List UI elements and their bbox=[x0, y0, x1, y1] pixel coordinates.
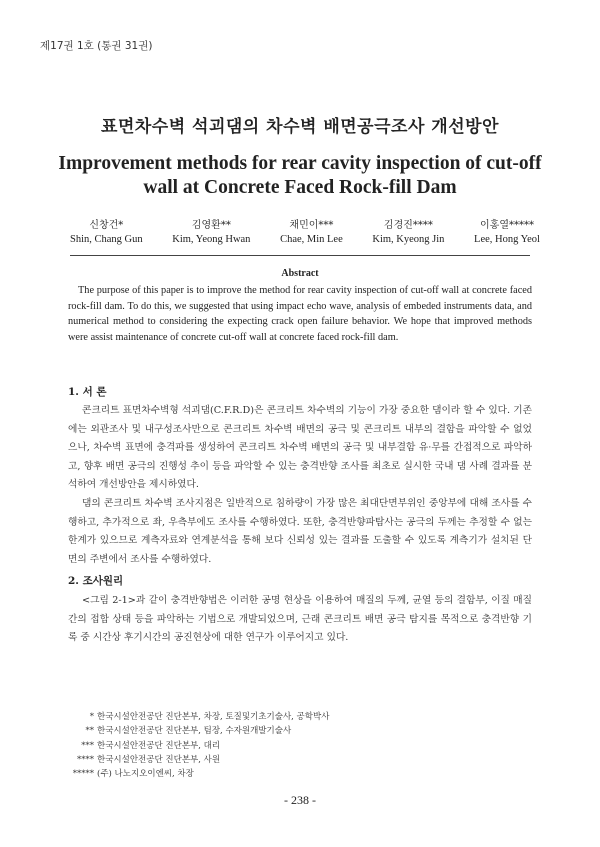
author-name-korean: 이홍열***** bbox=[480, 220, 534, 231]
footnote-text: 한국시설안전공단 진단본부, 차장, 토질및기초기술사, 공학박사 bbox=[97, 712, 330, 722]
author bbox=[70, 219, 143, 247]
abstract-text: The purpose of this paper is to improve the method for rear cavity inspection of cut-off wall at concrete faced rock-fill dam. To do this, we suggested that using impact echo wave, analysis of embeded instruments data, and numerical method to considering the expecting crack open failure behavior. We hope that improved methods were assist maintenance of concrete cut-off wall at concrete faced rock-fill dam. bbox=[68, 285, 532, 343]
page-number: - 238 - bbox=[284, 793, 316, 807]
author-name-english: Lee, Hong Yeol bbox=[474, 234, 540, 245]
author-name-english: Kim, Yeong Hwan bbox=[172, 234, 251, 245]
paragraph: <그림 2-1>과 같이 충격반향법은 이러한 공명 현상을 이용하여 매질의 두께, 균열 등의 결함부, 이질 매질간의 접합 상태 등을 파악하는 기법으로 개발되었으며, 근래 콘크리트 배면 공극 탐지를 목적으로 충격반향 기록 중 시간상 후기시간의 공진현상에 대한 연구가 이루어지고 있다. bbox=[68, 595, 532, 644]
korean-title: 표면차수벽 석괴댐의 차수벽 배면공극조사 개선방안 bbox=[101, 117, 499, 137]
paragraph: 댐의 콘크리트 차수벽 조사지점은 일반적으로 침하량이 가장 많은 최대단면부위인 중앙부에 대해 조사를 수행하고, 추가적으로 좌, 우측부에도 조사를 수행하였다. 또한, 충격반향파탐사는 공극의 두께는 추정할 수 없는 한계가 있으므로 계측자료와 연계분석을 통해 보다 신뢰성 있는 결과를 도출할 수 있도록 계측기가 설치된 단면의 주변에서 조사를 수행하였다. bbox=[68, 497, 532, 565]
english-title-line-2: wall at Concrete Faced Rock-fill Dam bbox=[143, 177, 457, 198]
author-name-english: Chae, Min Lee bbox=[280, 234, 343, 245]
english-title-line-1: Improvement methods for rear cavity inspection of cut-off bbox=[58, 153, 542, 174]
footnote-text: 한국시설안전공단 진단본부, 대리 bbox=[97, 740, 221, 751]
footnote-mark: * bbox=[89, 712, 94, 722]
author-name-korean: 채민이*** bbox=[289, 220, 334, 231]
footnote-text: 한국시설안전공단 진단본부, 사원 bbox=[97, 754, 221, 765]
footnote-mark: ** bbox=[85, 726, 94, 737]
footnote-mark: ***** bbox=[72, 769, 94, 780]
section-body-introduction bbox=[68, 402, 532, 569]
english-title bbox=[50, 152, 550, 200]
section-body-principle bbox=[68, 592, 532, 648]
author-name-korean: 김영환** bbox=[191, 220, 231, 231]
footnote bbox=[66, 710, 329, 724]
author bbox=[372, 219, 444, 247]
section-heading-principle: 2. 조사원리 bbox=[68, 575, 124, 587]
footnote bbox=[66, 739, 329, 753]
section-heading-introduction: 1. 서 론 bbox=[68, 386, 107, 398]
paragraph: 콘크리트 표면차수벽형 석괴댐(C.F.R.D)은 콘크리트 차수벽의 기능이 가장 중요한 댐이라 할 수 있다. 기존에는 외관조사 및 내구성조사만으로 콘크리트 차수벽 배면의 공극 및 콘크리트 내부의 결함을 파악할 수 없었으나, 차수벽 표면에 충격파를 생성하여 콘크리트 차수벽 배면의 공극 및 내부결함 유·무를 간접적으로 파악하고, 향후 배면 공극의 진행성 추이 등을 파악할 수 있는 충격반향 조사를 최초로 실시한 국내 댐 사례 결과를 분석하여 개선방안을 제시하였다. bbox=[68, 405, 532, 491]
footnote bbox=[66, 753, 329, 767]
footnotes bbox=[66, 710, 329, 781]
abstract-heading: Abstract bbox=[281, 268, 319, 279]
footnote-text: 한국시설안전공단 진단본부, 팀장, 수자원개발기술사 bbox=[97, 726, 292, 737]
running-head: 제17권 1호 (통권 31권) bbox=[40, 40, 153, 52]
author bbox=[172, 219, 250, 247]
footnote bbox=[66, 724, 329, 738]
footnote-mark: *** bbox=[81, 740, 94, 751]
footnote bbox=[66, 767, 329, 781]
author-name-english: Shin, Chang Gun bbox=[70, 234, 143, 245]
author-list bbox=[70, 219, 540, 247]
author-name-korean: 신창건* bbox=[89, 220, 124, 231]
author bbox=[474, 219, 540, 247]
footnote-mark: **** bbox=[77, 754, 94, 765]
author bbox=[280, 219, 343, 247]
divider bbox=[70, 255, 530, 256]
author-name-english: Kim, Kyeong Jin bbox=[372, 234, 445, 245]
author-name-korean: 김경진**** bbox=[383, 220, 433, 231]
footnote-text: (주) 나노지오이엔씨, 차장 bbox=[97, 769, 194, 780]
